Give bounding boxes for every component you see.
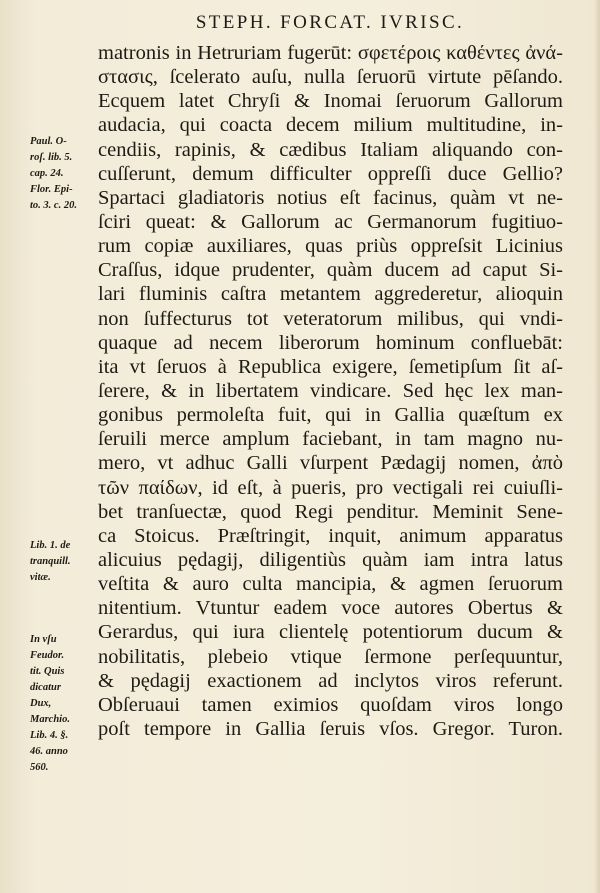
page-edge-shadow bbox=[594, 0, 600, 893]
margin-notes-seneca bbox=[30, 538, 96, 586]
margin-note-line: Paul. O- bbox=[30, 136, 67, 147]
text-line: & pędagij exactionem ad inclytos viros referunt. bbox=[98, 669, 563, 692]
text-line: cuſſerunt, demum difficulter oppreſſi duce Gellio? bbox=[98, 162, 563, 185]
text-line: veſtita & auro culta mancipia, & agmen ſeruorum bbox=[98, 573, 563, 596]
text-line: τῶν παίδων, id eſt, à pueris, pro vectigali rei cuiuſli- bbox=[98, 476, 563, 499]
text-line: Craſſus, idque prudenter, quàm ducem ad caput Si- bbox=[98, 259, 563, 282]
text-line: non ſuffecturus tot veteratorum milibus, qui vndi- bbox=[98, 307, 563, 330]
main-text-block bbox=[98, 41, 563, 741]
margin-note-line: Lib. 1. de bbox=[30, 540, 71, 551]
margin-note-line: Dux, bbox=[30, 698, 52, 709]
text-line: audacia, qui coacta decem milium multitudine, in- bbox=[98, 114, 563, 137]
running-head: STEPH. FORCAT. IVRISC. bbox=[195, 12, 465, 33]
margin-note-line: vitæ. bbox=[30, 572, 51, 583]
margin-note-line: 560. bbox=[30, 762, 49, 773]
margin-notes-orosius-florus bbox=[30, 134, 96, 214]
text-line: quaque ad necem liberorum hominum confluebāt: bbox=[98, 331, 563, 354]
margin-note-line: dicatur bbox=[30, 682, 61, 693]
text-line: Obſeruaui tamen eximios quoſdam viros longo bbox=[98, 693, 563, 716]
text-line: mero, vt adhuc Galli vſurpent Pædagij nomen, ἀπὸ bbox=[98, 452, 563, 475]
text-line: Gerardus, qui iura clientelę potentiorum ducum & bbox=[98, 621, 563, 644]
margin-note-line: roſ. lib. 5. bbox=[30, 152, 73, 163]
text-line: bet tranſuectæ, quod Regi penditur. Meminit Sene- bbox=[98, 500, 563, 523]
text-line: poſt tempore in Gallia ſeruis vſos. Gregor. Turon. bbox=[98, 717, 563, 740]
text-line: Ecquem latet Chryſi & Inomai ſeruorum Gallorum bbox=[98, 90, 563, 113]
margin-note-line: cap. 24. bbox=[30, 168, 64, 179]
text-line: ſeruili merce amplum faciebant, in tam magno nu- bbox=[98, 428, 563, 451]
margin-note-line: In vſu bbox=[30, 634, 57, 645]
text-line: gonibus permoleſta fuit, qui in Gallia quæſtum ex bbox=[98, 404, 563, 427]
text-line: matronis in Hetruriam fugerūt: σφετέροις καθέντες ἀνά- bbox=[98, 42, 563, 64]
margin-note-line: Marchio. bbox=[30, 714, 70, 725]
margin-note-line: tit. Quis bbox=[30, 666, 65, 677]
text-line: στασις, ſcelerato auſu, nulla ſeruorū virtute pēſando. bbox=[98, 66, 563, 89]
text-line: ita vt ſeruos à Republica exigere, ſemetipſum ſit aſ- bbox=[98, 355, 563, 378]
text-line: ſerere, & in libertatem vindicare. Sed hęc lex man- bbox=[98, 379, 563, 402]
margin-notes-feudorum-gregory bbox=[30, 632, 96, 776]
margin-note-line: Feudor. bbox=[30, 650, 65, 661]
margin-note-line: Lib. 4. §. bbox=[30, 730, 69, 741]
text-line: rum copiæ auxiliares, quas priùs oppreſsit Licinius bbox=[98, 235, 563, 258]
text-line: ca Stoicus. Præſtringit, inquit, animum apparatus bbox=[98, 524, 563, 547]
text-line: cendiis, rapinis, & cædibus Italiam aliquando con- bbox=[98, 138, 563, 161]
text-line: alicuius pędagij, diligentiùs quàm iam intra latus bbox=[98, 548, 563, 571]
margin-note-line: tranquill. bbox=[30, 556, 71, 567]
text-line: lari fluminis caſtra metantem aggrederetur, alioquin bbox=[98, 283, 563, 306]
margin-note-line: to. 3. c. 20. bbox=[30, 200, 77, 211]
margin-note-line: 46. anno bbox=[30, 746, 68, 757]
text-line: nitentium. Vtuntur eadem voce autores Obertus & bbox=[98, 597, 563, 620]
text-line: Spartaci gladiatoris notius eſt facinus, quàm vt ne- bbox=[98, 186, 563, 209]
text-line: ſciri queat: & Gallorum ac Germanorum fugitiuo- bbox=[98, 210, 563, 233]
text-line: nobilitatis, plebeio vtique ſermone perſequuntur, bbox=[98, 645, 563, 668]
margin-note-line: Flor. Epi- bbox=[30, 184, 73, 195]
